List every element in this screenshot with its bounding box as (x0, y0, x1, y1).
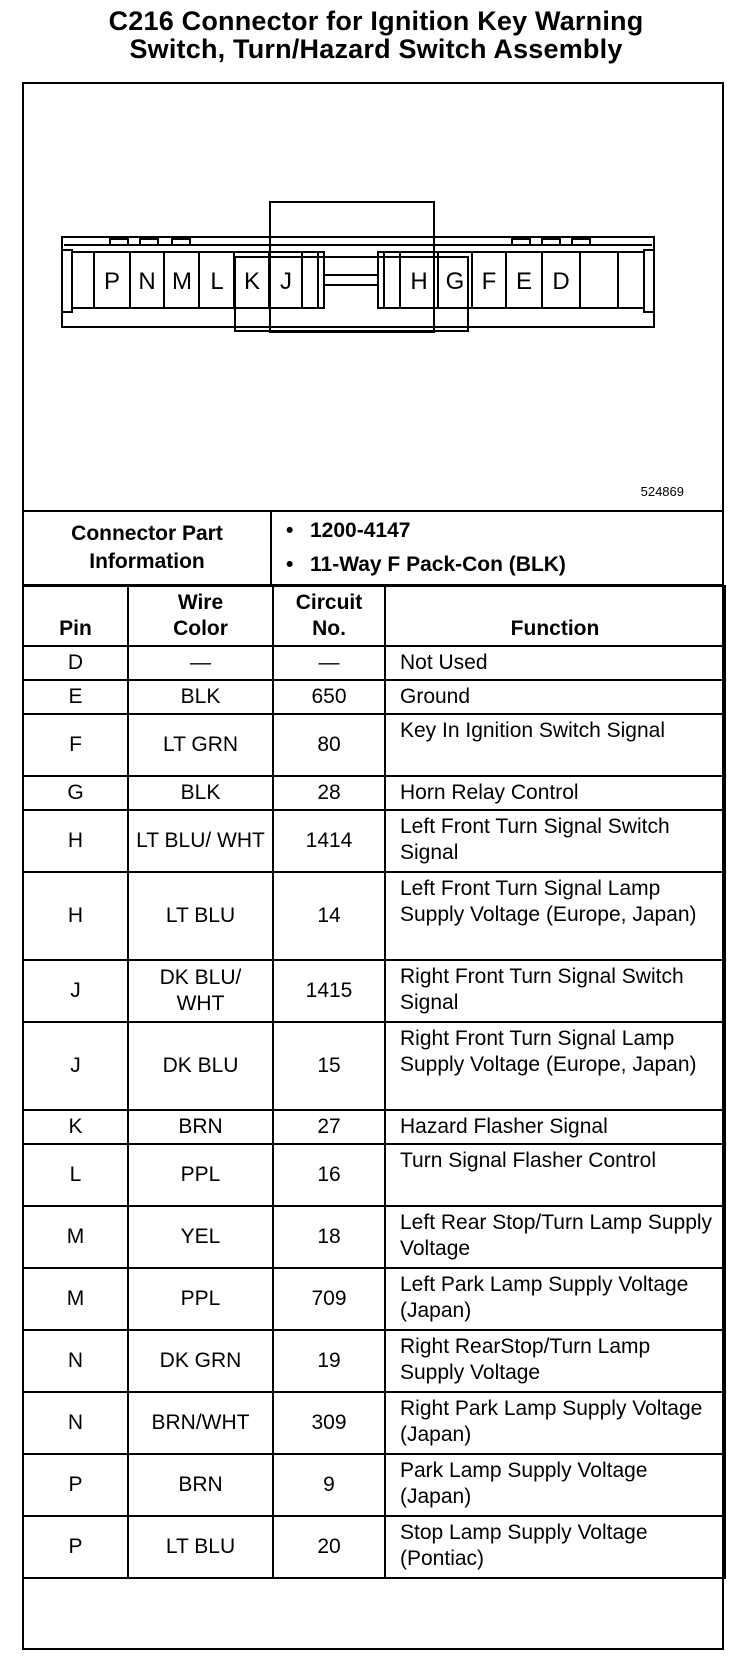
function-cell: Left Park Lamp Supply Voltage (Japan) (385, 1268, 725, 1330)
pin-label: D (552, 268, 570, 295)
header-circuit-line1: Circuit (295, 591, 363, 614)
table-row (23, 872, 725, 960)
pin-cell: H (23, 810, 128, 872)
pin-table-header (23, 586, 725, 646)
circuit-cell: 27 (273, 1110, 385, 1144)
pin-cell: H (23, 872, 128, 960)
table-row (23, 776, 725, 810)
pin-label: H (410, 268, 428, 295)
table-row (23, 1206, 725, 1268)
circuit-cell: 14 (273, 872, 385, 960)
pin-cell: P (23, 1516, 128, 1578)
connector-info-item: • 11-Way F Pack-Con (BLK) (310, 548, 722, 582)
wire-color-cell: LT BLU (128, 1516, 273, 1578)
wire-color-cell: — (128, 646, 273, 680)
function-cell: Stop Lamp Supply Voltage (Pontiac) (385, 1516, 725, 1578)
connector-drawing (22, 82, 724, 510)
pin-cell: G (23, 776, 128, 810)
page-title-line-2: Switch, Turn/Hazard Switch Assembly (129, 34, 623, 64)
table-row (23, 1022, 725, 1110)
circuit-cell: 16 (273, 1144, 385, 1206)
wire-color-cell: LT BLU (128, 872, 273, 960)
function-cell: Ground (385, 680, 725, 714)
wire-color-cell: BRN/WHT (128, 1392, 273, 1454)
connector-figure (22, 82, 724, 510)
connector-info-item: • 1200-4147 (310, 514, 722, 548)
wire-color-cell: LT BLU/ WHT (128, 810, 273, 872)
pin-cell: J (23, 960, 128, 1022)
wire-color-cell: DK GRN (128, 1330, 273, 1392)
pin-cell: J (23, 1022, 128, 1110)
wire-color-cell: DK BLU (128, 1022, 273, 1110)
table-row (23, 960, 725, 1022)
pin-label: J (280, 268, 292, 295)
wire-color-cell: DK BLU/ WHT (128, 960, 273, 1022)
table-row (23, 1330, 725, 1392)
wire-color-cell: BLK (128, 680, 273, 714)
connector-info-table (22, 510, 724, 586)
connector-info-label: Connector Part Information (23, 511, 271, 585)
function-cell: Turn Signal Flasher Control (385, 1144, 725, 1206)
table-row (23, 1516, 725, 1578)
function-cell: Left Rear Stop/Turn Lamp Supply Voltage (385, 1206, 725, 1268)
table-row (23, 646, 725, 680)
circuit-cell: 15 (273, 1022, 385, 1110)
pin-cell: N (23, 1392, 128, 1454)
function-cell: Key In Ignition Switch Signal (385, 714, 725, 776)
function-cell: Right RearStop/Turn Lamp Supply Voltage (385, 1330, 725, 1392)
circuit-cell: 650 (273, 680, 385, 714)
circuit-cell: 20 (273, 1516, 385, 1578)
table-row (23, 1392, 725, 1454)
pin-label: G (445, 268, 465, 295)
circuit-cell: 1414 (273, 810, 385, 872)
table-row (23, 1268, 725, 1330)
pin-cell: K (23, 1110, 128, 1144)
function-cell: Right Front Turn Signal Switch Signal (385, 960, 725, 1022)
header-pin: Pin (23, 586, 128, 646)
function-cell: Park Lamp Supply Voltage (Japan) (385, 1454, 725, 1516)
circuit-cell: 28 (273, 776, 385, 810)
circuit-cell: 709 (273, 1268, 385, 1330)
table-row (23, 810, 725, 872)
table-row (23, 1454, 725, 1516)
header-wire-color-line1: Wire (177, 591, 224, 614)
pin-cell: M (23, 1206, 128, 1268)
pin-cell: N (23, 1330, 128, 1392)
pin-label: K (243, 268, 261, 295)
circuit-cell: 18 (273, 1206, 385, 1268)
pin-cell: E (23, 680, 128, 714)
table-row (23, 1144, 725, 1206)
pin-label: P (103, 268, 121, 295)
wire-color-cell: BRN (128, 1110, 273, 1144)
pin-cell: P (23, 1454, 128, 1516)
circuit-cell: 80 (273, 714, 385, 776)
function-cell: Hazard Flasher Signal (385, 1110, 725, 1144)
header-function: Function (385, 586, 725, 646)
pin-cell: M (23, 1268, 128, 1330)
page-title-line-1: C216 Connector for Ignition Key Warning (108, 6, 644, 36)
pin-label: M (172, 268, 192, 295)
header-circuit-line2: No. (312, 617, 346, 640)
header-circuit (273, 586, 385, 646)
wire-color-cell: YEL (128, 1206, 273, 1268)
pin-label: N (138, 268, 156, 295)
header-wire-color-line2: Color (173, 617, 228, 640)
connector-info-items (271, 511, 723, 585)
pin-label: E (515, 268, 533, 295)
function-cell: Not Used (385, 646, 725, 680)
circuit-cell: 19 (273, 1330, 385, 1392)
pin-table (22, 585, 726, 1579)
pin-cell: F (23, 714, 128, 776)
wire-color-cell: LT GRN (128, 714, 273, 776)
function-cell: Right Park Lamp Supply Voltage (Japan) (385, 1392, 725, 1454)
figure-id: 524869 (640, 484, 684, 499)
function-cell: Right Front Turn Signal Lamp Supply Voltage (Europe, Japan) (385, 1022, 725, 1110)
wire-color-cell: BLK (128, 776, 273, 810)
function-cell: Left Front Turn Signal Switch Signal (385, 810, 725, 872)
pin-label: F (481, 268, 497, 295)
function-cell: Left Front Turn Signal Lamp Supply Voltage (Europe, Japan) (385, 872, 725, 960)
circuit-cell: — (273, 646, 385, 680)
table-row (23, 714, 725, 776)
pin-label: L (210, 268, 224, 295)
wire-color-cell: PPL (128, 1268, 273, 1330)
wire-color-cell: BRN (128, 1454, 273, 1516)
table-row (23, 680, 725, 714)
table-row (23, 1110, 725, 1144)
wire-color-cell: PPL (128, 1144, 273, 1206)
header-wire-color (128, 586, 273, 646)
circuit-cell: 9 (273, 1454, 385, 1516)
circuit-cell: 1415 (273, 960, 385, 1022)
circuit-cell: 309 (273, 1392, 385, 1454)
function-cell: Horn Relay Control (385, 776, 725, 810)
pin-cell: D (23, 646, 128, 680)
pin-cell: L (23, 1144, 128, 1206)
